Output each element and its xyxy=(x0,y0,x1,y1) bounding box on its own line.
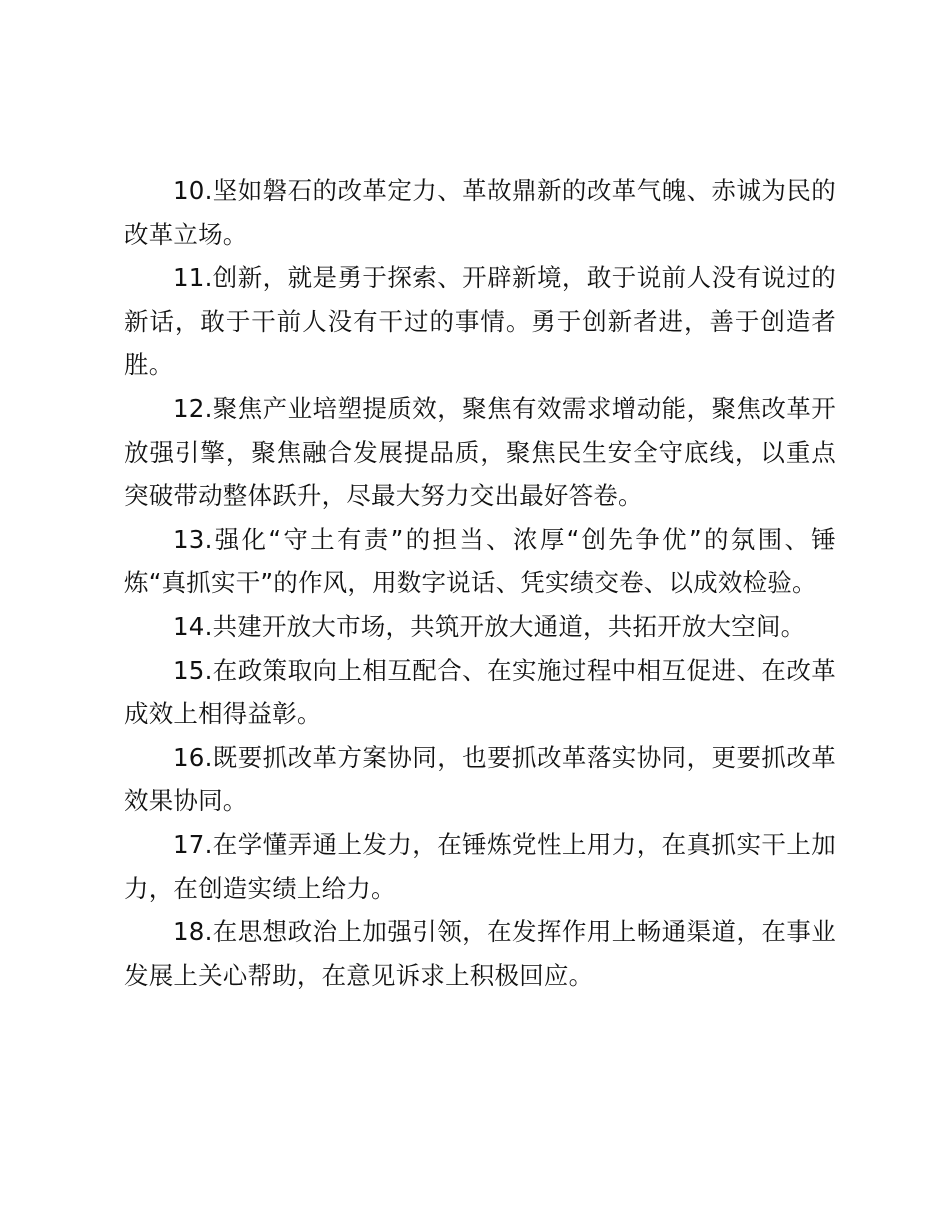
paragraph-15: 15.在政策取向上相互配合、在实施过程中相互促进、在改革成效上相得益彰。 xyxy=(124,655,836,729)
paragraph-17: 17.在学懂弄通上发力，在锤炼党性上用力，在真抓实干上加力，在创造实绩上给力。 xyxy=(124,829,836,903)
document-body xyxy=(124,169,836,997)
paragraph-13: 13.强化“守土有责”的担当、浓厚“创先争优”的氛围、锤炼“真抓实干”的作风，用数字说话、凭实绩交卷、以成效检验。 xyxy=(124,524,836,598)
paragraph-16: 16.既要抓改革方案协同，也要抓改革落实协同，更要抓改革效果协同。 xyxy=(124,742,836,816)
paragraph-18: 18.在思想政治上加强引领，在发挥作用上畅通渠道，在事业发展上关心帮助，在意见诉求上积极回应。 xyxy=(124,917,836,990)
paragraph-14: 14.共建开放大市场，共筑开放大通道，共拓开放大空间。 xyxy=(173,611,806,641)
paragraph-12: 12.聚焦产业培塑提质效，聚焦有效需求增动能，聚焦改革开放强引擎，聚焦融合发展提品质，聚焦民生安全守底线，以重点突破带动整体跃升，尽最大努力交出最好答卷。 xyxy=(124,393,836,511)
paragraph-11: 11.创新，就是勇于探索、开辟新境，敢于说前人没有说过的新话，敢于干前人没有干过的事情。勇于创新者进，善于创造者胜。 xyxy=(124,263,836,380)
paragraph-10: 10.坚如磐石的改革定力、革故鼎新的改革气魄、赤诚为民的改革立场。 xyxy=(124,176,836,249)
